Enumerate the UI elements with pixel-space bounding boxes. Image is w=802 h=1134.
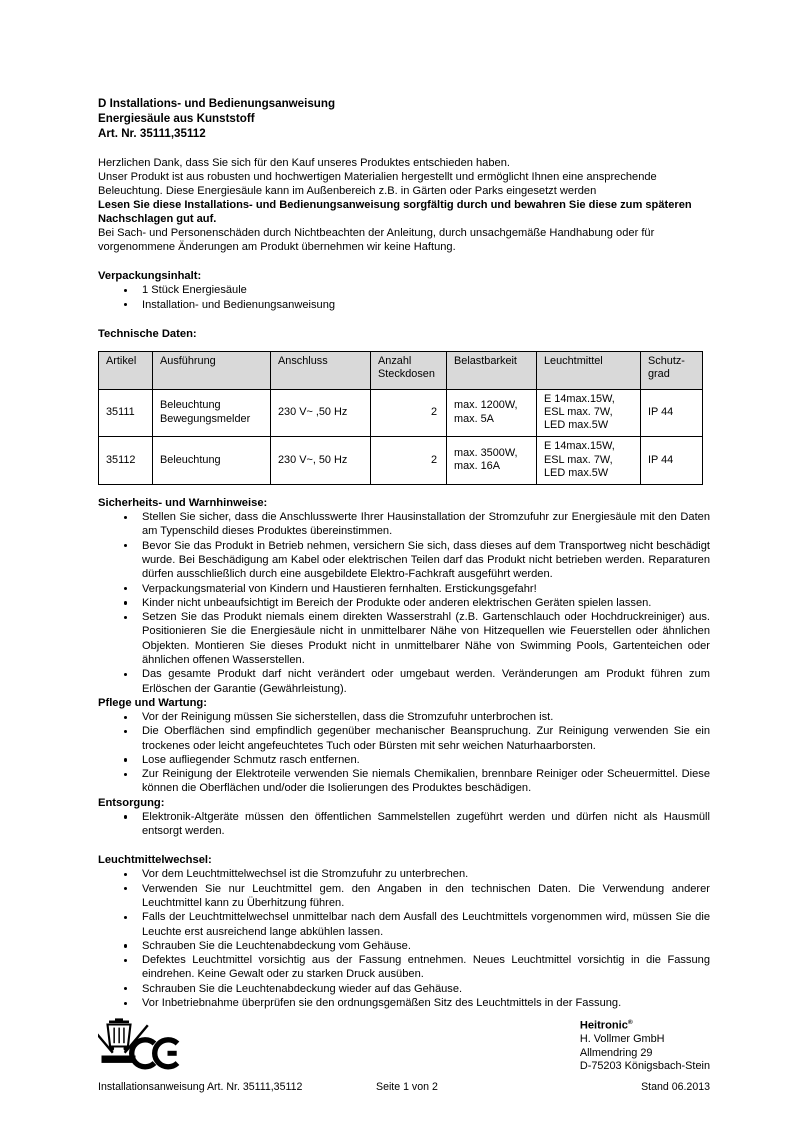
- list-item: Kinder nicht unbeaufsichtigt im Bereich der Produkte oder anderen elektrischen Geräten spielen lassen.: [98, 596, 710, 610]
- cell-belastbarkeit: [447, 389, 537, 437]
- list-item: Verpackungsmaterial von Kindern und Haustieren fernhalten. Erstickungsgefahr!: [98, 582, 710, 596]
- cell-leuchtmittel: [537, 389, 641, 437]
- cell-ausfuehrung: Beleuchtung: [153, 437, 271, 485]
- col-schutzgrad: [641, 351, 703, 389]
- list-item: Elektronik-Altgeräte müssen den öffentlichen Sammelstellen zugeführt werden und dürfen nicht als Hausmüll entsorgt werden.: [98, 810, 710, 839]
- weee-and-ce-marks: [98, 1018, 198, 1072]
- packaging-list: [98, 283, 710, 312]
- lamp-change-heading: Leuchtmittelwechsel:: [98, 854, 212, 867]
- list-item: Die Oberflächen sind empfindlich gegenüber mechanischer Beanspruchung. Zur Reinigung verwenden Sie ein trockenes oder leicht angefeuchtetes Tuch oder Bürsten mit sehr weichen Naturhaarborsten.: [98, 724, 710, 753]
- cell-steckdosen: 2: [371, 389, 447, 437]
- col-belastbarkeit: Belastbarkeit: [447, 351, 537, 389]
- list-item: Vor dem Leuchtmittelwechsel ist die Stromzufuhr zu unterbrechen.: [98, 867, 710, 881]
- list-item: Das gesamte Produkt darf nicht verändert oder umgebaut werden. Veränderungen am Produkt führen zum Erlöschen der Garantie (Gewährleistung).: [98, 667, 710, 696]
- list-item: Setzen Sie das Produkt niemals einem direkten Wasserstrahl (z.B. Gartenschlauch oder Hochdruckreiniger) aus. Positionieren Sie die Energiesäule nicht in unmittelbarer Nähe von Hitzequellen wie Feuerstellen oder ähnlichen Objekten. Montieren Sie dieses Produkt nicht in unmittelbarer Nähe von Swimming Pools, Gartenteichen oder ähnlichen offenen Wasserstellen.: [98, 610, 710, 667]
- list-item: Falls der Leuchtmittelwechsel unmittelbar nach dem Ausfall des Leuchtmittels vorgenommen wird, müssen Sie die Leuchte erst ausreichend lange abkühlen lassen.: [98, 910, 710, 939]
- col-anzahl-steckdosen: [371, 351, 447, 389]
- cell-steckdosen: 2: [371, 437, 447, 485]
- lamp-change-list: [98, 867, 710, 1010]
- title-line-2: Energiesäule aus Kunststoff: [98, 112, 255, 126]
- cell-belastbarkeit-line1: max. 1200W,: [454, 399, 518, 412]
- company-address: [580, 1016, 710, 1074]
- cell-leuchtmittel-line3: LED max.5W: [544, 419, 609, 432]
- list-item: 1 Stück Energiesäule: [98, 283, 710, 297]
- compliance-marks: [98, 1018, 198, 1070]
- table-row: [99, 389, 703, 437]
- cell-leuchtmittel-line1: E 14max.15W,: [544, 440, 615, 453]
- list-item: Verwenden Sie nur Leuchtmittel gem. den Angaben in den technischen Daten. Die Verwendung anderer Leuchtmittel kann zu Überhitzung führen.: [98, 882, 710, 911]
- care-list: [98, 710, 710, 796]
- table-header-row: [99, 351, 703, 389]
- list-item: Bevor Sie das Produkt in Betrieb nehmen, versichern Sie sich, dass dieses auf dem Transportweg nicht beschädigt wurde. Bei Beschädigung am Kabel oder elektrischen Teilen darf das Produkt nicht betrieben werden. Reparaturen dürfen ausschließlich durch eine ausgebildete Elektro-Fachkraft ausgeführt werden.: [98, 539, 710, 582]
- cell-ausfuehrung: [153, 389, 271, 437]
- disposal-list: [98, 810, 710, 839]
- list-item: Defektes Leuchtmittel vorsichtig aus der Fassung entnehmen. Neues Leuchtmittel vorsichtig in die Fassung eindrehen. Keine Gewalt oder zu starken Druck ausüben.: [98, 953, 710, 982]
- list-item: Installation- und Bedienungsanweisung: [98, 298, 710, 312]
- footer-line: [98, 1080, 710, 1094]
- company-brand: [580, 1016, 710, 1033]
- page-title: [98, 96, 710, 142]
- cell-leuchtmittel: [537, 437, 641, 485]
- packaging-heading: Verpackungsinhalt:: [98, 270, 202, 283]
- ce-mark-icon: [132, 1040, 178, 1067]
- tech-data-heading: Technische Daten:: [98, 327, 197, 340]
- brand-name: Heitronic: [579, 1019, 628, 1032]
- company-city: D-75203 Königsbach-Stein: [579, 1060, 710, 1073]
- cell-leuchtmittel-line1: E 14max.15W,: [544, 392, 615, 405]
- care-heading: Pflege und Wartung:: [98, 696, 207, 709]
- col-artikel: Artikel: [99, 351, 153, 389]
- cell-artikel: 35112: [99, 437, 153, 485]
- cell-leuchtmittel-line2: ESL max. 7W,: [544, 406, 613, 419]
- footer-document-ref: Installationsanweisung Art. Nr. 35111,35112: [98, 1081, 303, 1093]
- intro-paragraph-1: Herzlichen Dank, dass Sie sich für den Kauf unseres Produktes entschieden haben.: [98, 156, 510, 169]
- list-item: Schrauben Sie die Leuchtenabdeckung vom Gehäuse.: [98, 939, 710, 953]
- table-row: [99, 437, 703, 485]
- company-street: Allmendring 29: [579, 1046, 653, 1059]
- cell-anschluss: 230 V~ ,50 Hz: [271, 389, 371, 437]
- cell-schutzgrad: IP 44: [641, 437, 703, 485]
- footer-page-number: Seite 1 von 2: [376, 1081, 438, 1093]
- col-anzahl-line1: Anzahl: [378, 354, 412, 367]
- cell-belastbarkeit-line2: max. 16A: [454, 460, 501, 473]
- list-item: Lose aufliegender Schmutz rasch entfernen.: [98, 753, 710, 767]
- intro-paragraph-3-bold: Lesen Sie diese Installations- und Bedienungsanweisung sorgfältig durch und bewahren Sie diese zum späteren Nachschlagen gut auf.: [98, 198, 692, 225]
- safety-list: [98, 510, 710, 696]
- page-footer: [98, 1016, 710, 1112]
- list-item: Stellen Sie sicher, dass die Anschlusswerte Ihrer Hausinstallation der Stromzufuhr zur Energiesäule mit den Daten am Typenschild dieses Produktes übereinstimmen.: [98, 510, 710, 539]
- footer-revision-date: Stand 06.2013: [641, 1081, 710, 1093]
- list-item: Vor Inbetriebnahme überprüfen sie den ordnungsgemäßen Sitz des Leuchtmittels in der Fassung.: [98, 996, 710, 1010]
- intro-paragraph-2: Unser Produkt ist aus robusten und hochwertigen Materialien hergestellt und ermöglicht Ihnen eine ansprechende Beleuchtung. Diese Energiesäule kann im Außenbereich z.B. in Gärten oder Parks eingesetzt werden: [98, 170, 657, 197]
- intro-paragraph-4: Bei Sach- und Personenschäden durch Nichtbeachten der Anleitung, durch unsachgemäße Handhabung oder für vorgenommene Änderungen am Produkt übernehmen wir keine Haftung.: [98, 227, 655, 254]
- cell-ausfuehrung-line1: Beleuchtung: [160, 399, 221, 412]
- technical-data-table: [98, 351, 703, 485]
- title-line-1: D Installations- und Bedienungsanweisung: [98, 97, 336, 110]
- safety-heading: Sicherheits- und Warnhinweise:: [98, 497, 268, 510]
- registered-mark: ®: [627, 1019, 633, 1026]
- col-ausfuehrung: Ausführung: [153, 351, 271, 389]
- cell-leuchtmittel-line3: LED max.5W: [544, 466, 609, 479]
- list-item: Schrauben Sie die Leuchtenabdeckung wieder auf das Gehäuse.: [98, 982, 710, 996]
- cell-anschluss: 230 V~, 50 Hz: [271, 437, 371, 485]
- col-schutzgrad-line1: Schutz-: [648, 354, 685, 367]
- list-item: Vor der Reinigung müssen Sie sicherstellen, dass die Stromzufuhr unterbrochen ist.: [98, 710, 710, 724]
- col-anzahl-line2: Steckdosen: [378, 368, 435, 381]
- cell-schutzgrad: IP 44: [641, 389, 703, 437]
- cell-artikel: 35111: [99, 389, 153, 437]
- disposal-heading: Entsorgung:: [98, 796, 165, 809]
- cell-belastbarkeit: [447, 437, 537, 485]
- cell-belastbarkeit-line1: max. 3500W,: [454, 447, 518, 460]
- company-legal-name: H. Vollmer GmbH: [579, 1033, 665, 1046]
- cell-leuchtmittel-line2: ESL max. 7W,: [544, 453, 613, 466]
- list-item: Zur Reinigung der Elektroteile verwenden Sie niemals Chemikalien, brennbare Reiniger oder Scheuermittel. Diese können die Oberflächen und/oder die Isolierungen des Produktes beschädigen.: [98, 767, 710, 796]
- title-line-3: Art. Nr. 35111,35112: [98, 127, 206, 141]
- col-leuchtmittel: Leuchtmittel: [537, 351, 641, 389]
- col-schutzgrad-line2: grad: [648, 368, 670, 381]
- cell-belastbarkeit-line2: max. 5A: [454, 412, 494, 425]
- col-anschluss: Anschluss: [271, 351, 371, 389]
- cell-ausfuehrung-line2: Bewegungsmelder: [160, 412, 251, 425]
